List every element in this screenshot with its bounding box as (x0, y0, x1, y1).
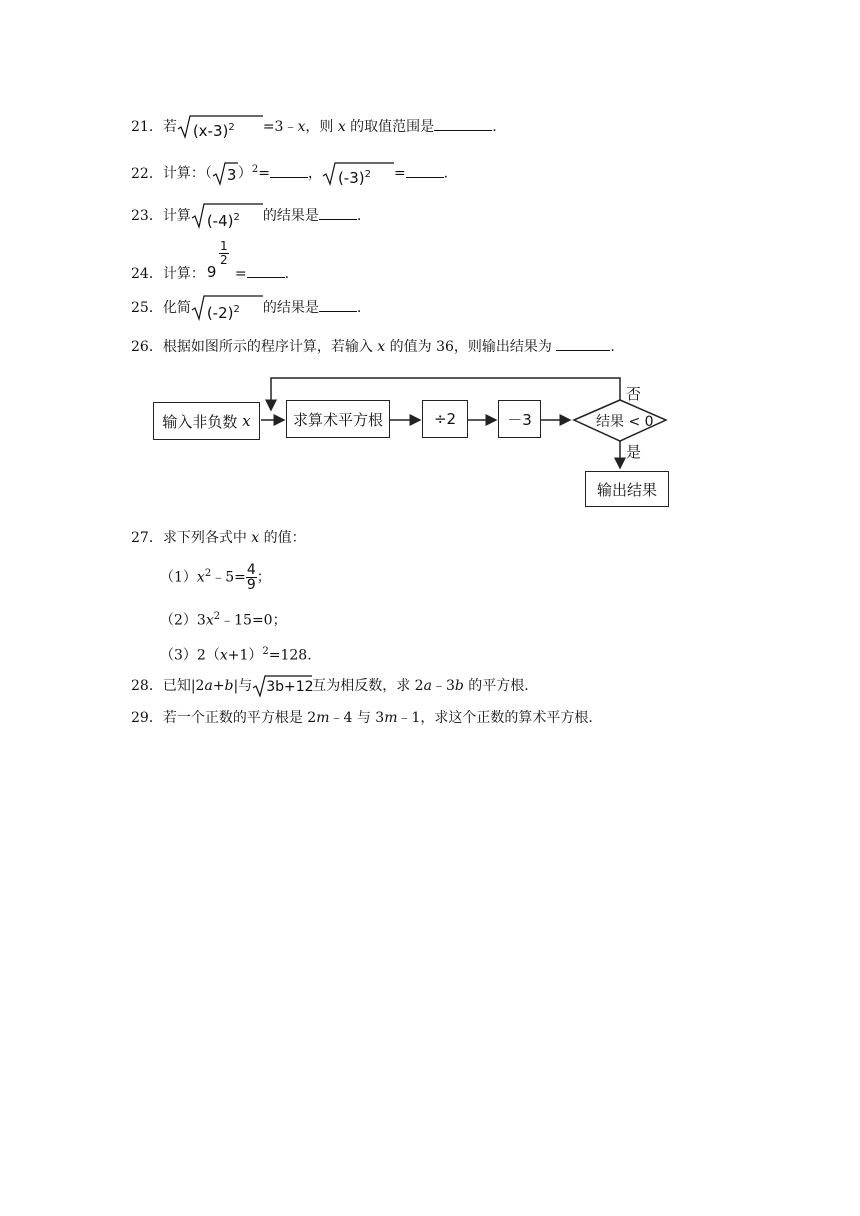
text: ） (237, 165, 252, 182)
exponent-fraction (219, 240, 229, 267)
text: 计算 (162, 208, 191, 224)
answer-blank[interactable] (247, 265, 285, 278)
text: =128. (268, 647, 312, 664)
sqrt-expression (252, 675, 312, 697)
answer-blank[interactable] (556, 338, 610, 351)
fraction (246, 563, 257, 592)
question-number: 23． (131, 208, 163, 224)
no-label: 否 (626, 385, 642, 403)
text: = (258, 165, 270, 182)
question-number: 29． (131, 710, 163, 726)
variable: x (205, 612, 214, 629)
question-number: 27． (131, 530, 163, 546)
sqrt-expression (191, 203, 263, 229)
part-label: （1） (160, 569, 197, 586)
text: ， (307, 165, 322, 182)
question-27-part-3 (160, 642, 312, 666)
radicand: 3b+12 (266, 679, 314, 695)
power-expression (205, 239, 235, 281)
sqrt-expression (177, 115, 263, 139)
answer-blank[interactable] (270, 165, 308, 178)
exponent: 2 (233, 212, 240, 223)
variable: m (384, 710, 398, 726)
exponent: 2 (233, 304, 240, 315)
subtract-box: －3 (498, 400, 541, 438)
text: 若一个正数的平方根是 2 (162, 710, 317, 726)
output-box: 输出结果 (585, 471, 669, 507)
text: . (356, 208, 362, 224)
answer-blank[interactable] (319, 207, 357, 220)
sqrt-expression (322, 162, 394, 186)
text: =3﹣ (262, 119, 298, 135)
text: . (443, 165, 449, 182)
exponent: 2 (262, 646, 269, 657)
decision-label: 结果 < 0 (596, 414, 654, 430)
text: 互为相反数，求 2 (312, 678, 424, 694)
question-29 (131, 708, 593, 728)
text: 3 (196, 612, 206, 629)
text: ； (256, 569, 271, 586)
exponent-denominator: 2 (220, 253, 228, 267)
radicand: (-4) (206, 212, 234, 230)
text: . (356, 300, 362, 316)
radicand: (-3) (337, 168, 365, 187)
exponent-numerator: 1 (220, 239, 228, 253)
answer-blank[interactable] (319, 299, 357, 312)
radicand: (-2) (206, 304, 234, 322)
exponent: 2 (251, 164, 259, 175)
question-number: 22． (131, 165, 163, 182)
text: = (393, 165, 406, 182)
text: ﹣15=0； (220, 612, 287, 629)
variable: x (377, 339, 386, 355)
variable: x (196, 569, 205, 586)
text: 求下列各式中 (162, 530, 252, 546)
variable: x (337, 119, 346, 135)
variable: x (297, 119, 306, 135)
text: 计算： (162, 266, 205, 282)
variable: b (454, 678, 464, 694)
radicand: 3 (226, 165, 237, 184)
question-27 (131, 528, 306, 548)
text: ，则 (305, 119, 338, 135)
variable: x (219, 647, 228, 664)
text: 若 (162, 119, 177, 135)
answer-blank[interactable] (434, 118, 492, 131)
text: 的值： (259, 530, 306, 546)
question-25 (131, 295, 361, 321)
text: 的结果是 (262, 300, 319, 316)
text: 化简 (162, 300, 191, 316)
exponent: 2 (364, 168, 371, 180)
variable: x (251, 530, 260, 546)
input-box (153, 402, 260, 440)
exponent: 2 (204, 567, 212, 579)
text: + (212, 678, 225, 694)
question-number: 21． (131, 119, 163, 135)
question-22 (131, 160, 448, 186)
text: . (492, 119, 497, 135)
part-label: （2） (160, 612, 197, 629)
text: 计算：（ (162, 165, 212, 182)
question-number: 24． (131, 266, 163, 282)
text: ﹣1，求这个正数的算术平方根. (397, 710, 593, 726)
question-number: 26． (131, 339, 163, 355)
question-number: 25． (131, 300, 163, 316)
text: 2（ (196, 647, 220, 664)
text: +1） (227, 647, 263, 664)
question-27-part-2 (160, 607, 287, 631)
part-label: （3） (160, 647, 197, 664)
text: 的值为 36，则输出结果为 (385, 339, 557, 355)
text: = (234, 266, 247, 282)
text: 的平方根. (463, 678, 529, 694)
question-27-part-1 (160, 563, 271, 592)
text: 的结果是 (262, 208, 319, 224)
text: ﹣4 与 3 (329, 710, 385, 726)
yes-label: 是 (626, 443, 642, 461)
question-number: 28． (131, 678, 163, 694)
input-variable: x (242, 412, 251, 430)
numerator: 4 (246, 562, 256, 578)
sqrt-box: 求算术平方根 (286, 400, 390, 438)
question-23 (131, 203, 361, 229)
text: . (610, 339, 615, 355)
input-label: 输入非负数 (162, 412, 238, 431)
question-28 (131, 675, 529, 697)
variable: a (204, 678, 213, 694)
text: |与 (233, 678, 253, 694)
exponent: 2 (213, 611, 221, 622)
question-21 (131, 115, 497, 139)
exponent: 2 (228, 122, 235, 133)
text: 根据如图所示的程序计算，若输入 (162, 339, 378, 355)
sqrt-expression (212, 162, 238, 186)
variable: a (423, 678, 432, 694)
variable: m (316, 710, 330, 726)
text: 已知|2 (162, 678, 205, 694)
variable: b (224, 678, 234, 694)
text: ﹣5= (211, 569, 246, 586)
answer-blank[interactable] (406, 165, 444, 178)
question-24 (131, 239, 290, 284)
text: ﹣3 (431, 678, 455, 694)
radicand: (x-3) (192, 122, 229, 140)
denominator: 9 (246, 577, 256, 593)
text: 的取值范围是 (345, 119, 435, 135)
text: . (284, 266, 290, 282)
divide-box: ÷2 (422, 400, 468, 438)
question-26 (131, 337, 615, 357)
base: 9 (206, 263, 217, 281)
sqrt-expression (191, 295, 263, 321)
program-flowchart (150, 372, 680, 512)
